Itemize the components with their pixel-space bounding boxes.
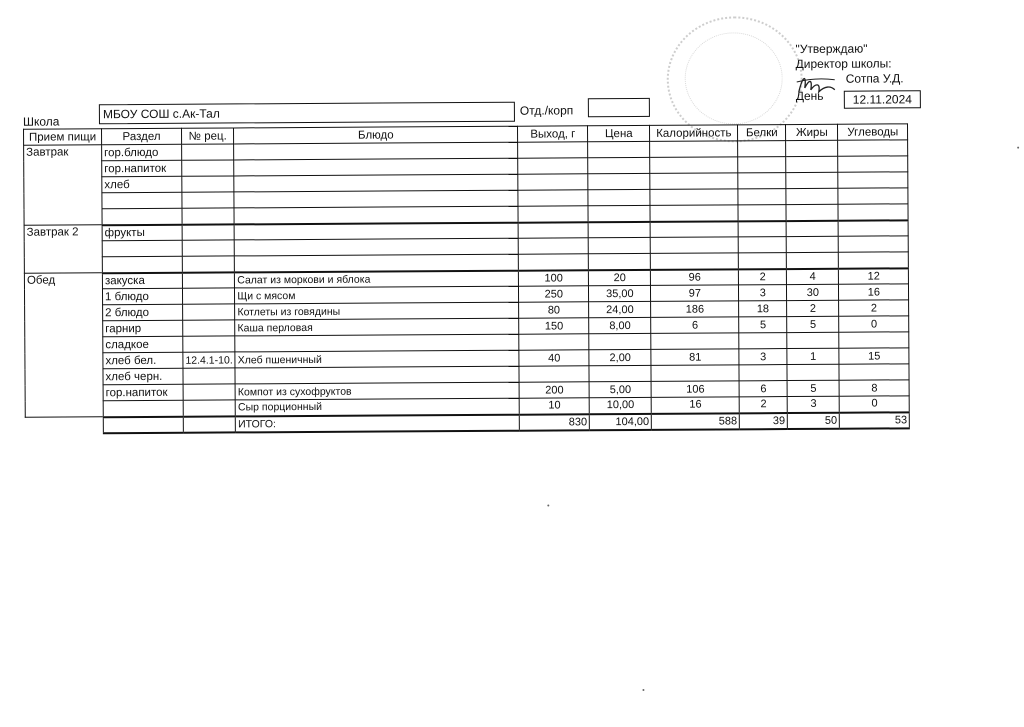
protein-cell (739, 333, 787, 349)
recipe-cell (183, 304, 235, 320)
section-cell: 1 блюдо (102, 288, 182, 304)
scan-speck (642, 689, 644, 691)
carbs-cell: 0 (839, 316, 909, 332)
scan-speck (547, 505, 549, 507)
kcal-cell: 106 (651, 381, 739, 398)
kcal-cell: 16 (651, 397, 739, 414)
meal-breakfast-2: Завтрак 2 (24, 225, 102, 273)
carbs-cell: 0 (839, 396, 909, 412)
protein-cell: 2 (739, 269, 787, 285)
price-cell: 2,00 (589, 349, 651, 365)
dish-cell: Сыр порционный (235, 398, 519, 416)
meal-lunch: Обед (24, 273, 103, 417)
carbs-cell: 16 (839, 284, 909, 300)
col-price: Цена (588, 125, 650, 141)
protein-cell (739, 365, 787, 381)
fat-cell: 4 (787, 268, 839, 284)
price-cell: 24,00 (589, 301, 651, 317)
yield-cell: 10 (519, 398, 589, 414)
fat-cell: 2 (787, 300, 839, 316)
col-carbs: Углеводы (838, 124, 908, 140)
col-kcal: Калорийность (650, 125, 738, 142)
protein-cell: 18 (739, 301, 787, 317)
total-yield: 830 (520, 414, 590, 430)
kcal-cell (651, 333, 739, 350)
total-fat: 50 (788, 412, 840, 428)
meal-breakfast: Завтрак (24, 145, 102, 225)
date-value: 12.11.2024 (852, 92, 912, 107)
section-cell: гарнир (103, 320, 183, 336)
fat-cell: 30 (787, 284, 839, 300)
recipe-cell (182, 272, 234, 288)
col-fat: Жиры (786, 124, 838, 140)
col-section: Раздел (102, 128, 182, 144)
total-price: 104,00 (590, 413, 652, 429)
price-cell (589, 333, 651, 349)
kcal-cell: 186 (651, 301, 739, 318)
director-label: Директор школы: (795, 56, 892, 72)
price-cell: 10,00 (589, 397, 651, 413)
protein-cell: 3 (739, 285, 787, 301)
day-label: День (795, 88, 824, 104)
dish-cell: Щи с мясом (235, 286, 519, 304)
dish-cell: Хлеб пшеничный (235, 350, 519, 368)
price-cell: 20 (589, 269, 651, 285)
section-cell: закуска (102, 272, 182, 288)
carbs-cell: 12 (839, 268, 909, 284)
fat-cell: 5 (787, 380, 839, 396)
protein-cell: 5 (739, 317, 787, 333)
approve-title: "Утверждаю" (795, 41, 868, 57)
kcal-cell (651, 365, 739, 382)
carbs-cell: 2 (839, 300, 909, 316)
stamp-seal-inner (684, 32, 783, 125)
carbs-cell: 15 (839, 348, 909, 364)
section-cell: сладкое (103, 336, 183, 352)
protein-cell: 6 (739, 381, 787, 397)
fat-cell: 1 (787, 348, 839, 364)
dish-cell (235, 334, 519, 352)
fat-cell: 5 (787, 316, 839, 332)
kcal-cell: 96 (651, 269, 739, 286)
section-cell: хлеб бел. (103, 352, 183, 368)
fat-cell (787, 332, 839, 348)
price-cell: 35,00 (589, 285, 651, 301)
kcal-cell: 81 (651, 349, 739, 366)
dish-cell: Каша перловая (235, 318, 519, 336)
director-name: Сотпа У.Д. (845, 71, 904, 86)
section-cell: хлеб (102, 176, 182, 192)
recipe-cell (183, 384, 235, 400)
recipe-cell (183, 320, 235, 336)
school-name: МБОУ СОШ с.Ак-Тал (102, 106, 220, 122)
recipe-cell (183, 336, 235, 352)
protein-cell: 2 (739, 397, 787, 413)
dish-cell: Салат из моркови и яблока (235, 270, 519, 288)
yield-cell (519, 366, 589, 382)
date-box (844, 90, 921, 108)
school-field (99, 102, 515, 125)
fat-cell (787, 364, 839, 380)
section-cell (103, 400, 183, 416)
section-cell (102, 240, 182, 256)
col-protein: Белки (738, 125, 786, 141)
total-protein: 39 (740, 413, 788, 429)
signature-icon (795, 70, 839, 100)
yield-cell: 80 (519, 302, 589, 318)
yield-cell: 40 (519, 350, 589, 366)
dept-label: Отд./корп (519, 103, 574, 118)
section-cell: гор.напиток (102, 160, 182, 176)
section-cell: 2 блюдо (103, 304, 183, 320)
col-recipe: № рец. (182, 128, 234, 144)
dept-field (588, 98, 650, 117)
dish-cell: Котлеты из говядины (235, 302, 519, 320)
dish-cell (235, 366, 519, 384)
price-cell (589, 365, 651, 381)
carbs-cell: 8 (839, 380, 909, 396)
carbs-cell (839, 364, 909, 380)
dish-cell: Компот из сухофруктов (235, 382, 519, 400)
total-carbs: 53 (840, 412, 910, 428)
price-cell: 8,00 (589, 317, 651, 333)
total-label: ИТОГО: (236, 414, 520, 432)
section-cell (102, 192, 182, 208)
section-cell (102, 256, 182, 272)
recipe-cell (182, 288, 234, 304)
kcal-cell: 97 (651, 285, 739, 302)
recipe-cell: 12.4.1-10. (183, 352, 235, 368)
section-cell: гор.блюдо (102, 144, 182, 160)
yield-cell (519, 334, 589, 350)
recipe-cell (183, 368, 235, 384)
carbs-cell (839, 332, 909, 348)
section-cell (102, 208, 182, 224)
price-cell: 5,00 (589, 381, 651, 397)
fat-cell: 3 (787, 396, 839, 412)
section-cell: фрукты (102, 224, 182, 240)
col-yield: Выход, г (518, 126, 588, 142)
yield-cell: 250 (519, 286, 589, 302)
school-label: Школа (22, 114, 60, 129)
section-cell: хлеб черн. (103, 368, 183, 384)
col-dish: Блюдо (234, 126, 518, 144)
recipe-cell (183, 400, 235, 416)
yield-cell: 100 (519, 270, 589, 286)
scan-speck (1017, 147, 1019, 149)
section-cell: гор.напиток (103, 384, 183, 400)
total-kcal: 588 (652, 413, 740, 430)
menu-table (23, 123, 910, 434)
kcal-cell: 6 (651, 317, 739, 334)
protein-cell: 3 (739, 349, 787, 365)
yield-cell: 200 (519, 382, 589, 398)
col-meal: Прием пищи (24, 129, 102, 145)
yield-cell: 150 (519, 318, 589, 334)
